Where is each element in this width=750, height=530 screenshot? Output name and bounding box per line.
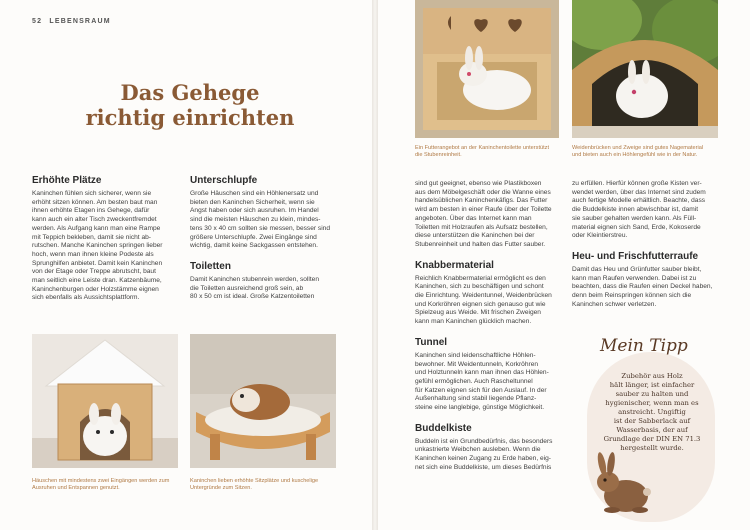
text-line: Toiletten mit Holzraufen als Aufsatz bestellen, (415, 223, 548, 231)
text-line: Kaninchenburgen oder Holzstämme eignen (32, 285, 159, 293)
photo-rabbit-toilet (415, 0, 559, 138)
text-line: net sich eine Buddelkiste, um dieses Bedürfnis (415, 463, 552, 471)
text-line: Grundlage der DIN EN 71.3 (603, 435, 701, 443)
text-line: Stubenreinheit und halten das Futter sauber. (415, 240, 546, 248)
caption-photo-right-1: Ein Futterangebot an der Kaninchentoilette unterstützt die Stubenreinheit. (415, 145, 550, 158)
body-text (32, 190, 182, 303)
heading-erhoehte-plaetze: Erhöhte Plätze (32, 175, 102, 186)
text-line: von der Etage oder Treppe abrutscht, baut (32, 268, 156, 276)
text-line: Außenhaltung sind stabil liegende Pflanz- (415, 395, 537, 403)
title-line-2: richtig einrichten (85, 105, 295, 130)
heading-tunnel: Tunnel (415, 336, 448, 348)
body-text (572, 180, 720, 241)
text-line: ist der Sabberlack auf (613, 417, 691, 425)
column-right-2 (572, 180, 720, 309)
tip-text (596, 372, 708, 453)
text-line: bieten den Kaninchen Sicherheit, wenn sie (190, 198, 315, 206)
text-line: erhöht sitzen können. Am besten baut man (32, 198, 158, 206)
caption-photo-left-2: Kaninchen lieben erhöhte Sitzplätze und kuschelige Untergründe zum Sitzen. (190, 478, 319, 491)
text-line: Kaninchen keinen Zugang zu Erde haben, eig- (415, 455, 552, 463)
body-text (415, 352, 563, 413)
page-number: 52 (32, 18, 43, 25)
text-line: anstreicht. Ungiftig (618, 408, 686, 416)
tip-title: Mein Tipp (600, 336, 688, 356)
title-line-1: Das Gehege (120, 80, 260, 105)
text-line: hält länger, ist einfacher (609, 381, 695, 389)
text-line: Wasserbasis, der auf (616, 426, 688, 434)
text-line: werden. Als Aufgang kann man eine Rampe (32, 224, 161, 232)
text-line: unkastrierte Weibchen ausleben. Wenn die (415, 446, 541, 454)
text-line: die Toiletten ausreichend groß sein, ab (190, 284, 304, 292)
text-line: hoch, wenn man ihnen kleine Podeste als (32, 250, 154, 258)
text-line: und Holztunneln kann man ihnen das Höhlen- (415, 369, 549, 377)
text-line: angeboten. Über das Internet kann man (415, 214, 532, 222)
text-line: Damit Kaninchen stubenrein werden, sollten (190, 275, 320, 283)
text-line: wird am besten in einer Raufe über der Toilette (415, 206, 552, 214)
text-line: für Katzen eignen sich für den Auslauf. In der (415, 386, 547, 394)
text-line: denn beim Reinspringen können sich die (572, 292, 692, 300)
text-line: Damit das Heu und Grünfutter sauber bleibt, (572, 265, 702, 273)
text-line: Spielzeug aus Weide. Mit frischen Zweigen (415, 309, 541, 317)
text-line: Buddeln ist ein Grundbedürfnis, das besonders (415, 437, 553, 445)
heading-heu-frischfutterraufe: Heu- und Frischfutterraufe (572, 250, 699, 262)
column-right-1 (415, 180, 563, 473)
text-line: zu erfüllen. Hierfür können große Kisten ver- (572, 180, 702, 187)
text-line: sich ebenfalls als Aussichtsplattform. (32, 294, 140, 302)
text-line: sauber zu halten und (615, 390, 689, 398)
text-line: wendet werden, über das Internet sind zudem (572, 188, 706, 196)
text-line: Zubehör aus Holz (621, 372, 683, 380)
text-line: bewohner. Mit Weidentunneln, Korkröhren (415, 360, 539, 368)
text-line: die Einrichtung. Weidentunnel, Weidenbrücken (415, 292, 552, 300)
body-text (572, 266, 720, 310)
text-line: größere Unterschlupfe. Zwei Eingänge sind (190, 233, 317, 241)
text-line: aus dem Möbelgeschäft oder die Wanne eines (415, 188, 551, 196)
text-line: steine eine langlebige, günstige Möglichkeit. (415, 404, 545, 412)
running-header (32, 18, 111, 25)
body-text (415, 180, 563, 250)
text-line: material eignen sich Sand, Erde, Kokoserde (572, 223, 701, 231)
rabbit-illustration (592, 452, 652, 519)
text-line: tens 30 x 40 cm sollten sie messen, besser sind (190, 224, 331, 232)
text-line: und Korkröhren eignen sich genauso gut wie (415, 300, 546, 308)
page-title (60, 80, 320, 130)
photo-rabbit-bed (190, 334, 336, 468)
column-left-2 (190, 175, 340, 302)
text-line: handelsüblichen Kaninchenkäfigs. Das Futter (415, 197, 548, 205)
text-line: hergestellt wurde. (620, 444, 684, 452)
text-line: oder Kleintierstreu. (572, 232, 628, 240)
text-line: beachten, dass die Raufen einen Deckel haben, (572, 283, 713, 291)
text-line: gefühl ermöglichen. Auch Rascheltunnel (415, 377, 533, 385)
text-line: hygienischer, wenn man es (605, 399, 699, 407)
book-gutter (372, 0, 378, 530)
section-label: LEBENSRAUM (49, 18, 111, 25)
text-line: Kaninchen sind leidenschaftliche Höhlen- (415, 351, 536, 359)
text-line: diese unterstützen die Kaninchen bei der (415, 232, 535, 240)
column-left-1 (32, 175, 182, 303)
heading-buddelkiste: Buddelkiste (415, 422, 472, 434)
photo-rabbit-house (32, 334, 178, 468)
caption-photo-right-2: Weidenbrücken und Zweige sind gutes Nagematerial und bieten auch ein Höhlengefühl wie in der Natur. (572, 145, 704, 158)
text-line: Angst haben oder sich ausruhen. Im Handel (190, 207, 319, 215)
text-line: sind die meisten Häuschen zu klein, mindes- (190, 216, 321, 224)
heading-toiletten: Toiletten (190, 260, 231, 272)
text-line: Reichlich Knabbermaterial ermöglicht es den (415, 274, 546, 282)
text-line: 80 x 50 cm ist ideal. Große Katzentoiletten (190, 293, 315, 301)
body-text (415, 275, 563, 327)
body-text (190, 276, 340, 302)
text-line: Kaninchen schwer verletzen. (572, 300, 657, 308)
text-line: man seitlich eine Leiste dran. Katzenbäume, (32, 277, 162, 285)
text-line: mit Teppich bekleben, damit sie nicht ab- (32, 233, 151, 241)
text-line: sie sauber gehalten werden kann. Als Füll- (572, 214, 697, 222)
heading-knabbermaterial: Knabbermaterial (415, 259, 494, 271)
text-line: kann man Raufen verwenden. Dabei ist zu (572, 274, 697, 282)
text-line: sind gut geeignet, ebenso wie Plastikboxen (415, 180, 542, 187)
text-line: Große Häuschen sind ein Höhlenersatz und (190, 190, 319, 197)
text-line: Kaninchen, sich zu beschäftigen und schont (415, 283, 544, 291)
body-text (190, 190, 340, 251)
text-line: kann auch ein alter Tisch zweckentfremdet (32, 216, 157, 224)
text-line: Sprunghilfen anbietet. Damit kein Kaninchen (32, 259, 163, 267)
heading-unterschlupfe: Unterschlupfe (190, 175, 258, 186)
body-text (415, 438, 563, 473)
text-line: die Buddelkiste innen abwischbar ist, damit (572, 206, 699, 214)
text-line: auch fertige Modelle erhältlich. Beachte, dass (572, 197, 706, 205)
text-line: Kaninchen fühlen sich sicherer, wenn sie (32, 190, 152, 197)
text-line: rutschen. Manche Kaninchen springen lieber (32, 242, 163, 250)
text-line: ihnen erhöhte Etagen ins Gehege, dafür (32, 207, 150, 215)
text-line: kann man Kaninchen glücklich machen. (415, 318, 532, 326)
text-line: wichtig, damit keine Sackgassen entstehen. (190, 242, 318, 250)
caption-photo-left-1: Häuschen mit mindestens zwei Eingängen werden zum Ausruhen und Entspannen genutzt. (32, 478, 170, 491)
photo-willow-bridge (572, 0, 718, 138)
